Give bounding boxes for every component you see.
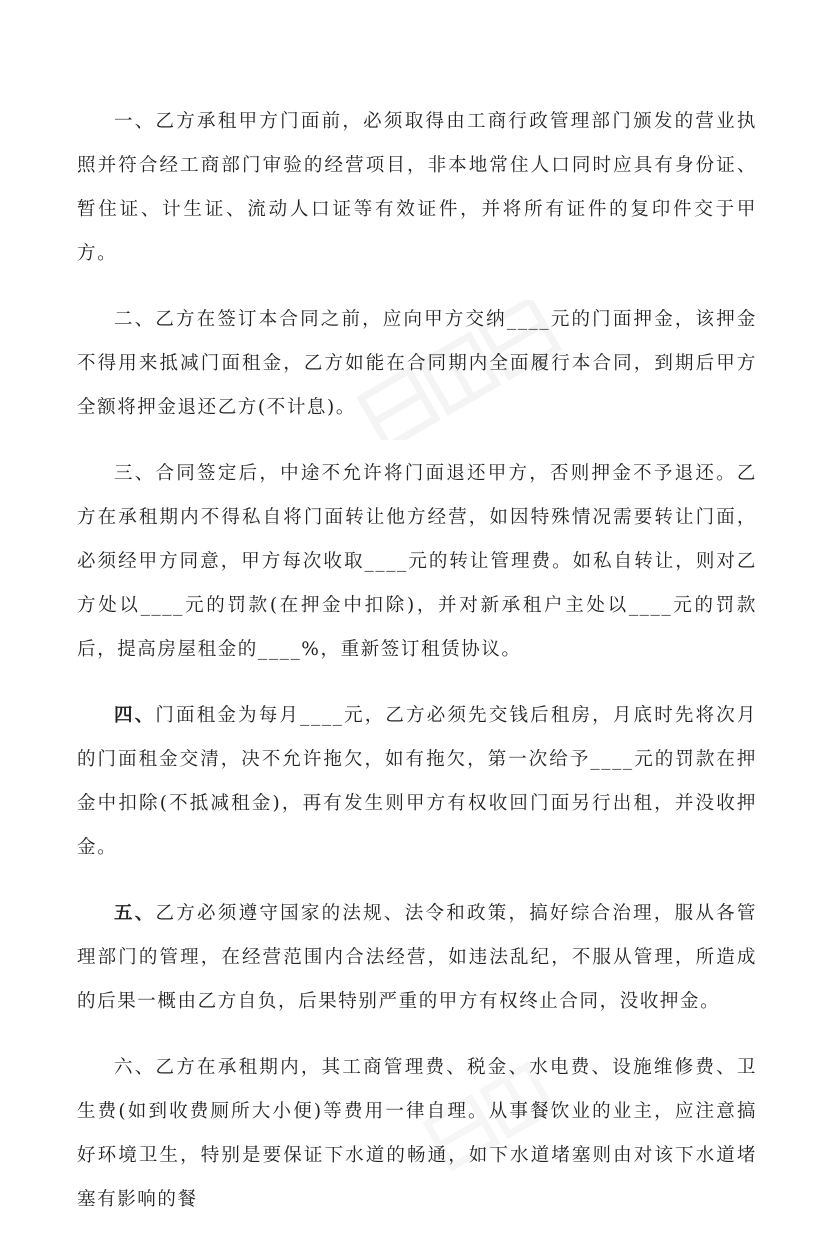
clause-number: 二、 xyxy=(114,309,156,330)
clause-4 xyxy=(77,694,757,870)
clause-6 xyxy=(77,1046,757,1222)
clause-text: 门面租金为每月____元，乙方必须先交钱后租房，月底时先将次月的门面租金交清，决不允许拖欠，如有拖欠，第一次给予____元的罚款在押金中扣除(不抵减租金)，再有发生则甲方有权收回门面另行出租，并没收押金。 xyxy=(77,705,757,858)
clause-number: 四、 xyxy=(114,705,156,726)
clause-text: 乙方必须遵守国家的法规、法令和政策，搞好综合治理，服从各管理部门的管理，在经营范围内合法经营，如违法乱纪，不服从管理，所造成的后果一概由乙方自负，后果特别严重的甲方有权终止合同，没收押金。 xyxy=(77,903,757,1012)
clause-3 xyxy=(77,452,757,672)
clause-2 xyxy=(77,298,757,430)
clause-number: 六、 xyxy=(114,1057,156,1078)
clause-text: 乙方承租甲方门面前，必须取得由工商行政管理部门颁发的营业执照并符合经工商部门审验的经营项目，非本地常住人口同时应具有身份证、暂住证、计生证、流动人口证等有效证件，并将所有证件的复印件交于甲方。 xyxy=(77,111,757,264)
clause-text: 乙方在签订本合同之前，应向甲方交纳____元的门面押金，该押金不得用来抵减门面租金，乙方如能在合同期内全面履行本合同，到期后甲方全额将押金退还乙方(不计息)。 xyxy=(77,309,757,418)
contract-body xyxy=(77,100,757,1244)
clause-number: 一、 xyxy=(114,111,156,132)
clause-number: 五、 xyxy=(114,903,156,924)
clause-5 xyxy=(77,892,757,1024)
clause-number: 三、 xyxy=(114,463,156,484)
clause-text: 合同签定后，中途不允许将门面退还甲方，否则押金不予退还。乙方在承租期内不得私自将门面转让他方经营，如因特殊情况需要转让门面，必须经甲方同意，甲方每次收取____元的转让管理费。如私自转让，则对乙方处以____元的罚款(在押金中扣除)，并对新承租户主处以____元的罚款后，提高房屋租金的____%，重新签订租赁协议。 xyxy=(77,463,757,660)
clause-1 xyxy=(77,100,757,276)
clause-text: 乙方在承租期内，其工商管理费、税金、水电费、设施维修费、卫生费(如到收费厕所大小便)等费用一律自理。从事餐饮业的业主，应注意搞好环境卫生，特别是要保证下水道的畅通，如下水道堵塞则由对该下水道堵塞有影响的餐 xyxy=(77,1057,757,1210)
